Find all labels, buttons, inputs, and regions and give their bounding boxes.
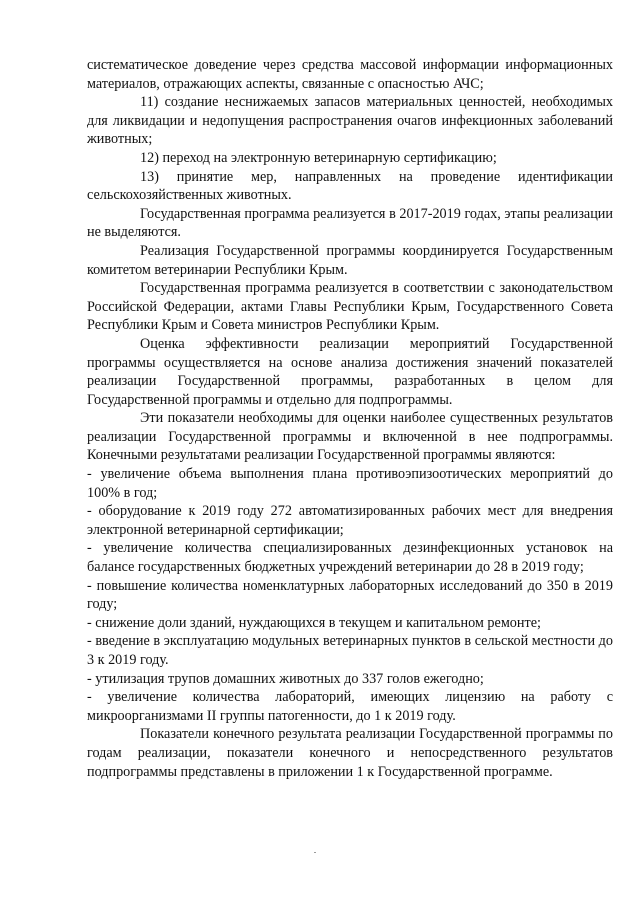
- list-item: - утилизация трупов домашних животных до 337 голов ежегодно;: [87, 670, 484, 687]
- paragraph-continued: систематическое доведение через средства массовой информации информационных материалов, отражающих аспекты, связанные с опасностью АЧС;: [87, 57, 613, 92]
- paragraph-legislation: Государственная программа реализуется в соответствии с законодательством Российской Федерации, актами Главы Республики Крым, Государственного Совета Республики Крым и Совета министров Республики Крым.: [87, 280, 613, 334]
- body-text: [87, 56, 613, 781]
- paragraph-indicators: Эти показатели необходимы для оценки наиболее существенных результатов реализации Государственной программы и включенной в нее подпрограммы. Конечными результатами реализации Государственной программы являются:: [87, 410, 613, 464]
- list-item: - введение в эксплуатацию модульных ветеринарных пунктов в сельской местности до 3 к 2019 году.: [87, 633, 613, 668]
- paragraph-item-11: 11) создание неснижаемых запасов материальных ценностей, необходимых для ликвидации и недопущения распространения очагов инфекционных заболеваний животных;: [87, 94, 613, 148]
- list-item: - снижение доли зданий, нуждающихся в текущем и капитальном ремонте;: [87, 614, 541, 631]
- list-item: - увеличение объема выполнения плана противоэпизоотических мероприятий до 100% в год;: [87, 466, 613, 501]
- list-item: - увеличение количества специализированных дезинфекционных установок на балансе государственных бюджетных учреждений ветеринарии до 28 в 2019 году;: [87, 540, 613, 576]
- paragraph-item-12: 12) переход на электронную ветеринарную сертификацию;: [140, 149, 497, 166]
- paragraph-item-13: 13) принятие мер, направленных на проведение идентификации сельскохозяйственных животных.: [87, 168, 613, 204]
- paragraph-period: Государственная программа реализуется в 2017-2019 годах, этапы реализации не выделяются.: [87, 205, 613, 241]
- list-item: - оборудование к 2019 году 272 автоматизированных рабочих мест для внедрения электронной ветеринарной сертификации;: [87, 503, 613, 538]
- paragraph-coordination: Реализация Государственной программы координируется Государственным комитетом ветеринарии Республики Крым.: [87, 242, 613, 278]
- list-item: - повышение количества номенклатурных лабораторных исследований до 350 в 2019 году;: [87, 577, 613, 613]
- paragraph-evaluation: Оценка эффективности реализации мероприятий Государственной программы осуществляется на основе анализа достижения значений показателей реализации Государственной программы, разработанных в целом для Государственной программы и отдельно для подпрограммы.: [87, 335, 613, 408]
- scan-mark: [314, 852, 316, 853]
- list-item: - увеличение количества лабораторий, имеющих лицензию на работу с микроорганизмами II группы патогенности, до 1 к 2019 году.: [87, 689, 613, 724]
- paragraph-final-results: Показатели конечного результата реализации Государственной программы по годам реализации, показатели конечного и непосредственного результатов подпрограммы представлены в приложении 1 к Государственной программе.: [87, 726, 613, 780]
